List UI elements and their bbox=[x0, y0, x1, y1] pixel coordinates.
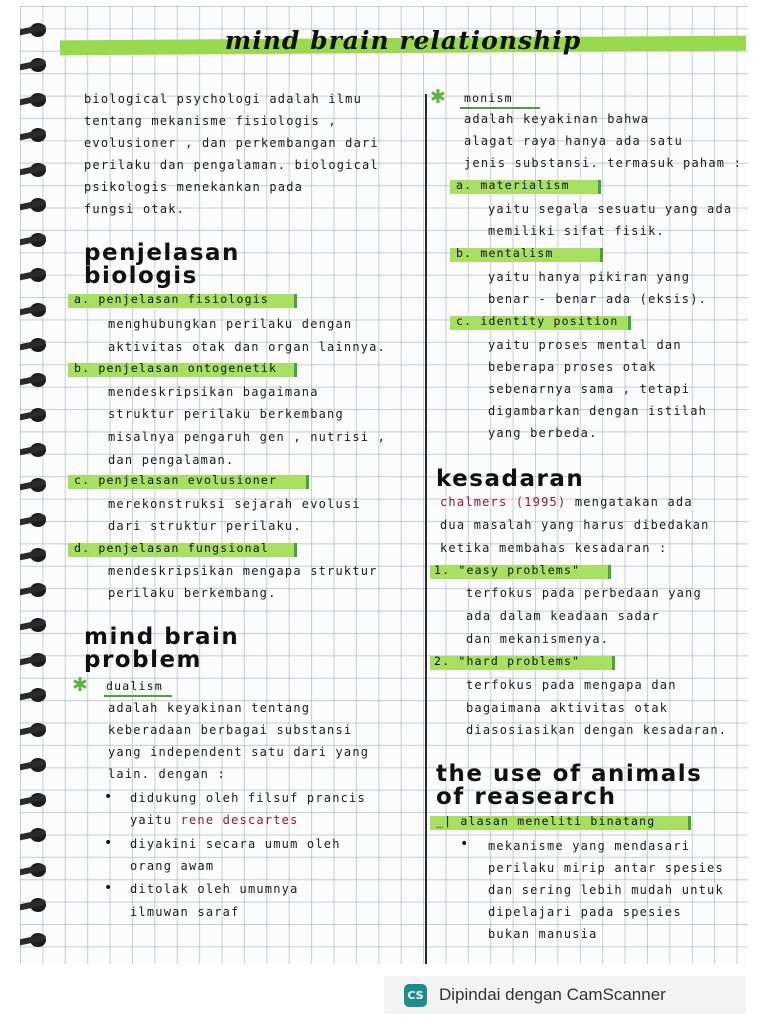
spiral-ring bbox=[20, 545, 50, 567]
body-line: lain. dengan : bbox=[108, 767, 226, 781]
body-line: terfokus pada mengapa dan bbox=[466, 678, 677, 692]
spiral-ring bbox=[20, 440, 50, 462]
body-line: menghubungkan perilaku dengan bbox=[108, 317, 353, 331]
heading-penjelasan: penjelasan bbox=[84, 240, 240, 266]
body-line: diasosiasikan dengan kesadaran. bbox=[466, 723, 728, 737]
body-line: jenis substansi. termasuk paham : bbox=[464, 156, 743, 170]
monism-underline bbox=[460, 107, 540, 109]
chalmers-citation: chalmers (1995) bbox=[440, 495, 567, 509]
body-line: digambarkan dengan istilah bbox=[488, 404, 708, 418]
camscanner-watermark bbox=[384, 976, 746, 1014]
body-line bbox=[440, 495, 693, 509]
spiral-ring bbox=[20, 265, 50, 287]
notebook-page bbox=[20, 6, 748, 964]
body-line: yaitu proses mental dan bbox=[488, 338, 682, 352]
spiral-ring bbox=[20, 230, 50, 252]
spiral-ring bbox=[20, 755, 50, 777]
body-line: yaitu segala sesuatu yang ada bbox=[488, 202, 733, 216]
bullet-dot-icon: • bbox=[460, 836, 469, 852]
body-line: perilaku berkembang. bbox=[108, 586, 277, 600]
body-line: terfokus pada perbedaan yang bbox=[466, 586, 702, 600]
heading-problem: problem bbox=[84, 647, 203, 673]
body-line: misalnya pengaruh gen , nutrisi , bbox=[108, 430, 387, 444]
body-line: adalah keyakinan tentang bbox=[108, 701, 311, 715]
body-line: ada dalam keadaan sadar bbox=[466, 609, 660, 623]
label-monism: monism bbox=[464, 91, 513, 105]
label-penjelasan-fisiologis: a. penjelasan fisiologis bbox=[74, 292, 269, 306]
intro-line: biological psychologi adalah ilmu bbox=[84, 92, 363, 106]
body-line: orang awam bbox=[130, 859, 215, 873]
body-line: diyakini secara umum oleh bbox=[130, 837, 341, 851]
page-title bbox=[60, 26, 746, 56]
heading-use-of-animals: the use of animals bbox=[436, 761, 703, 787]
star-bullet-icon: ✱ bbox=[72, 674, 88, 696]
intro-line: psikologis menekankan pada bbox=[84, 180, 304, 194]
bullet-dot-icon: • bbox=[104, 835, 113, 851]
spiral-ring bbox=[20, 790, 50, 812]
page-title-text: mind brain relationship bbox=[224, 26, 582, 55]
spiral-ring bbox=[20, 125, 50, 147]
intro-line: fungsi otak. bbox=[84, 202, 186, 216]
heading-kesadaran: kesadaran bbox=[436, 466, 585, 492]
label-penjelasan-fungsional: d. penjelasan fungsional bbox=[74, 541, 269, 555]
body-line: merekonstruksi sejarah evolusi bbox=[108, 497, 361, 511]
star-bullet-icon: ✱ bbox=[430, 86, 446, 108]
spiral-ring bbox=[20, 90, 50, 112]
body-line: mendeskripsikan mengapa struktur bbox=[108, 564, 378, 578]
body-line: mendeskripsikan bagaimana bbox=[108, 385, 319, 399]
spiral-ring bbox=[20, 615, 50, 637]
spiral-ring bbox=[20, 510, 50, 532]
body-line: alagat raya hanya ada satu bbox=[464, 134, 684, 148]
body-line: dan pengalaman. bbox=[108, 453, 235, 467]
spiral-ring bbox=[20, 475, 50, 497]
body-text: mengatakan ada bbox=[574, 495, 693, 509]
camscanner-text: Dipindai dengan CamScanner bbox=[439, 985, 666, 1004]
body-line: memiliki sifat fisik. bbox=[488, 224, 665, 238]
body-line: yang berbeda. bbox=[488, 426, 598, 440]
intro-line: perilaku dan pengalaman. biological bbox=[84, 158, 379, 172]
body-line: dan sering lebih mudah untuk bbox=[488, 883, 724, 897]
bullet-dot-icon: • bbox=[104, 789, 113, 805]
body-line: yang independent satu dari yang bbox=[108, 745, 370, 759]
spiral-ring bbox=[20, 720, 50, 742]
heading-biologis: biologis bbox=[84, 263, 198, 289]
body-line: bukan manusia bbox=[488, 927, 598, 941]
descartes-name: rene descartes bbox=[180, 813, 299, 827]
body-line: dipelajari pada spesies bbox=[488, 905, 682, 919]
spiral-ring bbox=[20, 930, 50, 952]
camscanner-logo-icon: CS bbox=[404, 984, 427, 1007]
spiral-ring bbox=[20, 895, 50, 917]
body-line: sebenarnya sama , tetapi bbox=[488, 382, 691, 396]
body-line: mekanisme yang mendasari bbox=[488, 839, 691, 853]
label-alasan-meneliti: _| alasan meneliti binatang bbox=[436, 814, 656, 828]
spiral-ring bbox=[20, 825, 50, 847]
body-line: dan mekanismenya. bbox=[466, 632, 610, 646]
spiral-ring bbox=[20, 195, 50, 217]
spiral-ring bbox=[20, 370, 50, 392]
spiral-ring bbox=[20, 650, 50, 672]
body-line: ditolak oleh umumnya bbox=[130, 882, 299, 896]
spiral-ring bbox=[20, 300, 50, 322]
heading-of-reasearch: of reasearch bbox=[436, 784, 617, 810]
body-line: struktur perilaku berkembang bbox=[108, 407, 344, 421]
body-line: dua masalah yang harus dibedakan bbox=[440, 518, 710, 532]
bullet-dot-icon: • bbox=[104, 880, 113, 896]
body-line: aktivitas otak dan organ lainnya. bbox=[108, 340, 387, 354]
spiral-ring bbox=[20, 685, 50, 707]
spiral-ring bbox=[20, 860, 50, 882]
spiral-ring bbox=[20, 55, 50, 77]
body-line: dari struktur perilaku. bbox=[108, 519, 302, 533]
body-line: bagaimana aktivitas otak bbox=[466, 701, 669, 715]
body-line: adalah keyakinan bahwa bbox=[464, 112, 650, 126]
label-hard-problems: 2. "hard problems" bbox=[434, 654, 581, 668]
spiral-ring bbox=[20, 580, 50, 602]
spiral-ring bbox=[20, 405, 50, 427]
body-line: ilmuwan saraf bbox=[130, 905, 240, 919]
body-line: yaitu hanya pikiran yang bbox=[488, 270, 691, 284]
intro-line: evolusioner , dan perkembangan dari bbox=[84, 136, 379, 150]
body-text: yaitu bbox=[130, 813, 173, 827]
column-divider bbox=[425, 94, 427, 964]
label-penjelasan-evolusioner: c. penjelasan evolusioner bbox=[74, 473, 278, 487]
body-line: didukung oleh filsuf prancis bbox=[130, 791, 366, 805]
body-line: perilaku mirip antar spesies bbox=[488, 861, 724, 875]
body-line: ketika membahas kesadaran : bbox=[440, 541, 668, 555]
spiral-ring bbox=[20, 335, 50, 357]
label-easy-problems: 1. "easy problems" bbox=[434, 563, 581, 577]
intro-line: tentang mekanisme fisiologis , bbox=[84, 114, 337, 128]
spiral-ring bbox=[20, 20, 50, 42]
dualism-underline bbox=[104, 695, 172, 697]
label-penjelasan-ontogenetik: b. penjelasan ontogenetik bbox=[74, 361, 278, 375]
label-mentalism: b. mentalism bbox=[456, 246, 554, 260]
heading-mind-brain: mind brain bbox=[84, 624, 240, 650]
label-alasan-text: alasan meneliti binatang bbox=[460, 814, 656, 828]
body-line: benar - benar ada (eksis). bbox=[488, 292, 708, 306]
body-line bbox=[130, 813, 299, 827]
label-dualism: dualism bbox=[106, 679, 163, 693]
body-line: beberapa proses otak bbox=[488, 360, 657, 374]
spiral-ring bbox=[20, 160, 50, 182]
label-identity-position: c. identity position bbox=[456, 314, 619, 328]
body-line: keberadaan berbagai substansi bbox=[108, 723, 353, 737]
label-materialism: a. materialism bbox=[456, 178, 570, 192]
